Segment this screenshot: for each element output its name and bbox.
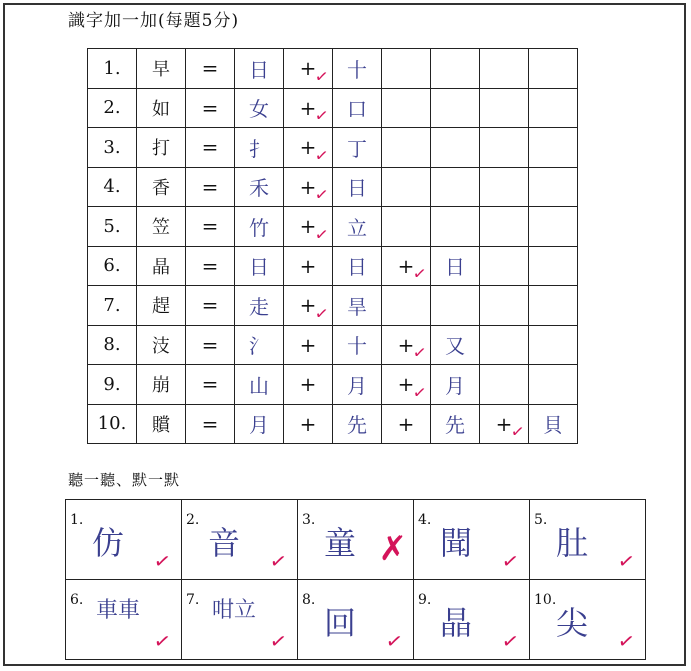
cell-p1 <box>235 246 284 286</box>
cell-eq <box>186 207 235 247</box>
handwritten-word: 肚 <box>556 524 589 562</box>
cell-op3 <box>480 88 529 128</box>
cell-num <box>88 49 137 89</box>
cell-p4 <box>529 246 578 286</box>
check-mark-icon: ✓ <box>313 184 330 205</box>
cell-p4 <box>529 207 578 247</box>
cell-op1 <box>284 128 333 168</box>
cell-num <box>88 246 137 286</box>
cell-text: 香 <box>152 177 170 199</box>
table-row <box>88 325 578 365</box>
cell-p2 <box>333 128 382 168</box>
cell-p1 <box>235 128 284 168</box>
cell-op2 <box>382 88 431 128</box>
cell-p2 <box>333 167 382 207</box>
table-row <box>88 167 578 207</box>
dictation-cell <box>298 500 414 580</box>
cell-op3 <box>480 49 529 89</box>
cell-char <box>137 404 186 444</box>
cell-text: 月 <box>249 413 269 438</box>
cell-p3 <box>431 128 480 168</box>
cell-p4 <box>529 325 578 365</box>
cell-text: + <box>397 332 415 357</box>
cell-text: 趕 <box>152 296 170 318</box>
cell-text: 禾 <box>249 176 269 201</box>
cell-text: 扌 <box>249 136 269 161</box>
item-number: 2. <box>186 512 200 528</box>
item-number: 1. <box>70 512 84 528</box>
cell-text: = <box>201 372 219 397</box>
cell-text: 笠 <box>152 217 170 239</box>
cell-eq <box>186 404 235 444</box>
cell-p1 <box>235 207 284 247</box>
cell-op3 <box>480 404 529 444</box>
cell-num <box>88 365 137 405</box>
cell-op1 <box>284 286 333 326</box>
cell-p4 <box>529 88 578 128</box>
check-mark-icon: ✓ <box>313 65 330 87</box>
dictation-cell <box>66 500 182 580</box>
check-mark-icon: ✓ <box>268 627 289 655</box>
cell-text: + <box>299 214 317 239</box>
dictation-table <box>65 499 646 660</box>
cell-text: = <box>201 332 219 357</box>
cell-op1 <box>284 365 333 405</box>
cell-op3 <box>480 207 529 247</box>
cell-p2 <box>333 207 382 247</box>
handwritten-word: 尖 <box>556 604 589 642</box>
table-row <box>88 286 578 326</box>
cell-text: 走 <box>249 294 269 319</box>
cell-p3 <box>431 49 480 89</box>
check-mark-icon: ✓ <box>616 547 637 575</box>
handwritten-word: 仿 <box>92 524 125 562</box>
cell-char <box>137 128 186 168</box>
cell-op3 <box>480 246 529 286</box>
cell-text: 5. <box>103 215 121 237</box>
cell-num <box>88 207 137 247</box>
dictation-cell <box>182 500 298 580</box>
cell-text: + <box>299 293 317 318</box>
cross-mark-icon: ✗ <box>378 529 407 569</box>
cell-text: + <box>299 253 317 278</box>
cell-op2 <box>382 246 431 286</box>
cell-p3 <box>431 325 480 365</box>
cell-eq <box>186 128 235 168</box>
item-number: 7. <box>186 592 200 608</box>
cell-eq <box>186 246 235 286</box>
handwritten-word: 車車 <box>96 598 141 623</box>
cell-text: 女 <box>249 97 269 122</box>
cell-p4 <box>529 167 578 207</box>
cell-text: 立 <box>347 215 367 240</box>
check-mark-icon: ✓ <box>411 381 428 403</box>
item-number: 5. <box>534 512 548 528</box>
cell-eq <box>186 365 235 405</box>
cell-eq <box>186 49 235 89</box>
cell-p4 <box>529 49 578 89</box>
cell-p2 <box>333 88 382 128</box>
cell-text: + <box>299 95 317 120</box>
cell-op3 <box>480 325 529 365</box>
item-number: 10. <box>534 592 557 608</box>
handwritten-word: 晶 <box>440 604 473 642</box>
character-addition-table <box>87 48 578 444</box>
cell-num <box>88 325 137 365</box>
cell-text: 日 <box>347 176 367 201</box>
cell-text: 日 <box>249 57 269 82</box>
cell-text: + <box>299 332 317 357</box>
cell-text: 10. <box>97 413 127 435</box>
cell-text: = <box>201 174 219 199</box>
table-row <box>66 580 646 660</box>
cell-text: + <box>299 372 317 397</box>
cell-p2 <box>333 49 382 89</box>
cell-char <box>137 246 186 286</box>
cell-text: 先 <box>347 413 367 438</box>
cell-op2 <box>382 207 431 247</box>
cell-text: + <box>299 411 317 436</box>
handwritten-word: 童 <box>324 524 357 562</box>
cell-num <box>88 88 137 128</box>
cell-char <box>137 286 186 326</box>
cell-text: 日 <box>249 255 269 280</box>
cell-num <box>88 167 137 207</box>
dictation-cell <box>414 580 530 660</box>
check-mark-icon: ✓ <box>616 627 637 655</box>
cell-text: 丁 <box>347 136 367 161</box>
cell-p3 <box>431 88 480 128</box>
cell-char <box>137 325 186 365</box>
cell-char <box>137 49 186 89</box>
check-mark-icon: ✓ <box>509 421 526 442</box>
check-mark-icon: ✓ <box>313 144 330 166</box>
cell-text: 十 <box>347 334 367 359</box>
cell-text: + <box>397 253 415 278</box>
cell-p3 <box>431 365 480 405</box>
cell-p4 <box>529 404 578 444</box>
cell-p1 <box>235 325 284 365</box>
handwritten-word: 回 <box>324 604 357 642</box>
cell-op2 <box>382 128 431 168</box>
cell-text: = <box>201 214 219 239</box>
cell-op1 <box>284 404 333 444</box>
cell-text: 6. <box>103 255 121 277</box>
check-mark-icon: ✓ <box>268 547 289 575</box>
cell-text: + <box>299 174 317 199</box>
cell-op2 <box>382 167 431 207</box>
cell-p4 <box>529 128 578 168</box>
cell-op1 <box>284 167 333 207</box>
cell-text: 又 <box>445 334 465 359</box>
cell-text: + <box>299 56 317 81</box>
cell-text: 氵 <box>249 334 269 359</box>
table-row <box>88 88 578 128</box>
check-mark-icon: ✓ <box>313 302 330 324</box>
cell-char <box>137 365 186 405</box>
table-row <box>88 365 578 405</box>
cell-op1 <box>284 325 333 365</box>
check-mark-icon: ✓ <box>313 223 330 245</box>
table-row <box>88 49 578 89</box>
cell-text: 贘 <box>152 414 170 436</box>
cell-char <box>137 88 186 128</box>
cell-p1 <box>235 167 284 207</box>
dictation-cell <box>530 580 646 660</box>
cell-char <box>137 167 186 207</box>
cell-text: = <box>201 135 219 160</box>
cell-p1 <box>235 365 284 405</box>
check-mark-icon: ✓ <box>152 627 173 655</box>
section1-title: 識字加一加(每題5分) <box>68 11 240 31</box>
cell-text: 旱 <box>347 294 367 319</box>
cell-op3 <box>480 128 529 168</box>
table-row <box>88 128 578 168</box>
cell-char <box>137 207 186 247</box>
cell-text: = <box>201 56 219 81</box>
cell-p2 <box>333 246 382 286</box>
dictation-cell <box>530 500 646 580</box>
cell-text: 8. <box>103 334 121 356</box>
cell-text: 竹 <box>249 215 269 240</box>
cell-p3 <box>431 207 480 247</box>
table-row <box>88 404 578 444</box>
cell-op2 <box>382 325 431 365</box>
cell-text: 4. <box>103 176 121 198</box>
check-mark-icon: ✓ <box>152 547 173 575</box>
cell-text: = <box>201 95 219 120</box>
cell-text: = <box>201 253 219 278</box>
handwritten-word: 咁立 <box>212 598 257 623</box>
cell-p3 <box>431 246 480 286</box>
table-row <box>88 246 578 286</box>
dictation-cell <box>66 580 182 660</box>
item-number: 6. <box>70 592 84 608</box>
check-mark-icon: ✓ <box>411 263 428 284</box>
cell-op1 <box>284 207 333 247</box>
table-row <box>66 500 646 580</box>
check-mark-icon: ✓ <box>500 627 521 655</box>
check-mark-icon: ✓ <box>500 547 521 575</box>
cell-text: 早 <box>152 59 170 81</box>
cell-p2 <box>333 404 382 444</box>
cell-op3 <box>480 365 529 405</box>
cell-text: = <box>201 411 219 436</box>
cell-eq <box>186 167 235 207</box>
cell-p1 <box>235 286 284 326</box>
cell-text: + <box>495 411 513 436</box>
cell-op2 <box>382 286 431 326</box>
cell-text: 2. <box>103 97 121 119</box>
dictation-cell <box>298 580 414 660</box>
cell-text: 口 <box>347 97 367 122</box>
cell-text: 十 <box>347 57 367 82</box>
cell-text: 9. <box>103 373 121 395</box>
cell-op2 <box>382 404 431 444</box>
cell-eq <box>186 325 235 365</box>
cell-text: 1. <box>103 57 121 79</box>
check-mark-icon: ✓ <box>411 342 428 363</box>
handwritten-word: 音 <box>208 524 241 562</box>
cell-text: 崩 <box>152 375 170 397</box>
cell-text: 日 <box>347 255 367 280</box>
cell-text: 打 <box>152 138 170 160</box>
cell-p2 <box>333 286 382 326</box>
cell-text: 日 <box>445 255 465 280</box>
cell-text: + <box>397 411 415 436</box>
cell-text: 貝 <box>543 413 563 438</box>
cell-p1 <box>235 88 284 128</box>
cell-text: 晶 <box>152 256 170 278</box>
section2-title: 聽一聽、默一默 <box>68 471 181 489</box>
check-mark-icon: ✓ <box>384 627 405 655</box>
item-number: 9. <box>418 592 432 608</box>
cell-text: 7. <box>103 294 121 316</box>
cell-p4 <box>529 286 578 326</box>
item-number: 3. <box>302 512 316 528</box>
cell-text: 先 <box>445 413 465 438</box>
cell-text: 山 <box>249 373 269 398</box>
cell-p3 <box>431 167 480 207</box>
cell-text: 3. <box>103 136 121 158</box>
cell-eq <box>186 88 235 128</box>
cell-op2 <box>382 49 431 89</box>
cell-text: = <box>201 293 219 318</box>
cell-op1 <box>284 88 333 128</box>
cell-op1 <box>284 49 333 89</box>
cell-op2 <box>382 365 431 405</box>
dictation-cell <box>182 580 298 660</box>
cell-text: 月 <box>347 373 367 398</box>
cell-num <box>88 286 137 326</box>
cell-p1 <box>235 404 284 444</box>
cell-text: 如 <box>152 98 170 120</box>
cell-p4 <box>529 365 578 405</box>
handwritten-word: 聞 <box>440 524 473 562</box>
table-row <box>88 207 578 247</box>
cell-text: + <box>299 135 317 160</box>
cell-num <box>88 128 137 168</box>
cell-text: 汥 <box>152 335 170 357</box>
cell-text: 月 <box>445 373 465 398</box>
cell-p2 <box>333 365 382 405</box>
cell-p1 <box>235 49 284 89</box>
dictation-cell <box>414 500 530 580</box>
check-mark-icon: ✓ <box>313 105 330 126</box>
cell-p3 <box>431 286 480 326</box>
cell-op3 <box>480 167 529 207</box>
item-number: 8. <box>302 592 316 608</box>
cell-op1 <box>284 246 333 286</box>
item-number: 4. <box>418 512 432 528</box>
cell-op3 <box>480 286 529 326</box>
cell-text: + <box>397 372 415 397</box>
cell-eq <box>186 286 235 326</box>
cell-num <box>88 404 137 444</box>
cell-p3 <box>431 404 480 444</box>
cell-p2 <box>333 325 382 365</box>
